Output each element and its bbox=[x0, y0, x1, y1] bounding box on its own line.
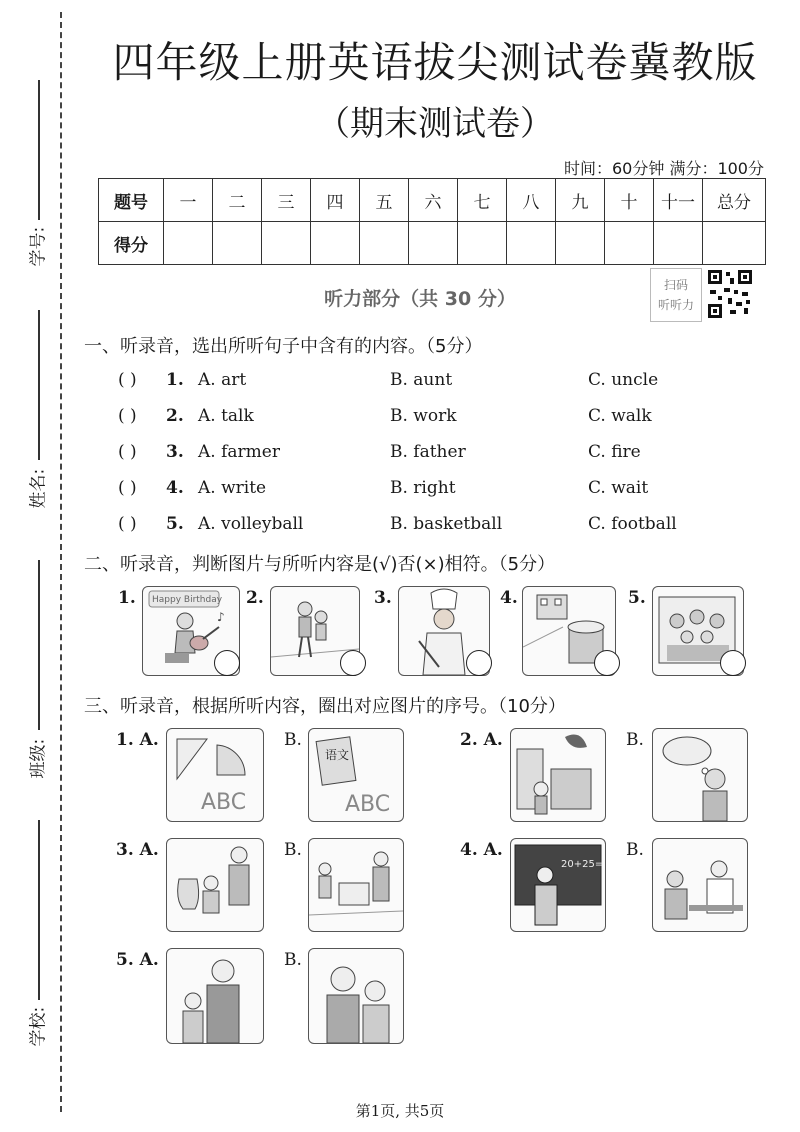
option-a: A. farmer bbox=[198, 442, 280, 462]
option-c: C. football bbox=[588, 514, 677, 534]
question-number-a: 4. A. bbox=[460, 840, 503, 860]
section3-title: 三、听录音，根据所听内容，圈出对应图片的序号。（10分） bbox=[84, 696, 566, 717]
score-cell: 总分 bbox=[703, 179, 766, 222]
id-underline bbox=[38, 80, 40, 220]
picture-ruler-abc[interactable] bbox=[166, 728, 264, 822]
qr-code-icon[interactable] bbox=[706, 268, 754, 320]
school-label: 学校: bbox=[28, 1006, 49, 1047]
question-number-a: 5. A. bbox=[116, 950, 159, 970]
id-label: 学号: bbox=[28, 226, 49, 267]
score-cell: 九 bbox=[556, 179, 605, 222]
question-row bbox=[118, 406, 758, 430]
picture-park-sign[interactable] bbox=[308, 838, 404, 932]
option-a: A. art bbox=[198, 370, 247, 390]
name-underline bbox=[38, 310, 40, 460]
score-cell: 十 bbox=[605, 179, 654, 222]
picture-number: 5. bbox=[628, 588, 646, 608]
option-b: B. work bbox=[390, 406, 457, 426]
question-row bbox=[118, 514, 758, 538]
qr-label-line2: 听听力 bbox=[657, 298, 694, 312]
binding-line bbox=[60, 12, 62, 1112]
score-table bbox=[98, 178, 766, 265]
option-label: B. bbox=[626, 840, 644, 860]
svg-text:ABC: ABC bbox=[345, 792, 391, 817]
class-field bbox=[8, 560, 52, 790]
option-label: B. bbox=[626, 730, 644, 750]
option-b: B. father bbox=[390, 442, 466, 462]
exam-meta: 时间：60分钟 满分：100分 bbox=[564, 159, 764, 178]
question-row bbox=[118, 370, 758, 394]
option-a: A. talk bbox=[198, 406, 254, 426]
picture-chinese-book[interactable] bbox=[308, 728, 404, 822]
score-cell: 六 bbox=[409, 179, 458, 222]
option-label bbox=[116, 840, 159, 860]
page-subtitle: （期末测试卷） bbox=[316, 104, 554, 144]
answer-circle[interactable] bbox=[340, 650, 366, 676]
option-label bbox=[116, 950, 159, 970]
score-blank-cell[interactable] bbox=[703, 222, 766, 265]
score-cell: 一 bbox=[164, 179, 213, 222]
question-number: 1. bbox=[166, 370, 184, 390]
score-blank-cell[interactable] bbox=[164, 222, 213, 265]
page-title: 四年级上册英语拔尖测试卷冀教版 bbox=[112, 38, 758, 87]
question-number-a: 2. A. bbox=[460, 730, 503, 750]
score-blank-cell[interactable] bbox=[213, 222, 262, 265]
section2-title: 二、听录音，判断图片与所听内容是(√)否(×)相符。（5分） bbox=[84, 554, 556, 575]
answer-blank[interactable]: ( ) bbox=[118, 370, 137, 390]
score-cell: 四 bbox=[311, 179, 360, 222]
option-label: B. bbox=[284, 730, 302, 750]
picture-number: 1. bbox=[118, 588, 136, 608]
answer-blank[interactable]: ( ) bbox=[118, 406, 137, 426]
score-blank-cell[interactable] bbox=[409, 222, 458, 265]
score-blank-cell[interactable] bbox=[458, 222, 507, 265]
qr-label-line1: 扫码 bbox=[663, 278, 688, 292]
question-number: 5. bbox=[166, 514, 184, 534]
svg-text:♪: ♪ bbox=[217, 610, 225, 624]
option-a: A. write bbox=[198, 478, 267, 498]
school-field bbox=[8, 820, 52, 1060]
answer-blank[interactable]: ( ) bbox=[118, 514, 137, 534]
option-b: B. basketball bbox=[390, 514, 503, 534]
answer-blank[interactable]: ( ) bbox=[118, 442, 137, 462]
option-label bbox=[116, 730, 159, 750]
option-c: C. fire bbox=[588, 442, 641, 462]
question-row bbox=[118, 478, 758, 502]
picture-teacher-blackboard[interactable] bbox=[510, 838, 606, 932]
picture-number: 3. bbox=[374, 588, 392, 608]
option-label bbox=[460, 730, 503, 750]
question-number: 3. bbox=[166, 442, 184, 462]
page-footer: 第1页, 共5页 bbox=[355, 1102, 445, 1120]
option-c: C. wait bbox=[588, 478, 649, 498]
qr-label bbox=[650, 268, 702, 322]
option-c: C. uncle bbox=[588, 370, 659, 390]
answer-circle[interactable] bbox=[214, 650, 240, 676]
board-text: 20+25= bbox=[561, 859, 604, 870]
score-blank-cell[interactable] bbox=[654, 222, 703, 265]
score-label-cell: 得分 bbox=[99, 222, 164, 265]
question-number-a: 1. A. bbox=[116, 730, 159, 750]
picture-number: 4. bbox=[500, 588, 518, 608]
question-row bbox=[118, 442, 758, 466]
school-underline bbox=[38, 820, 40, 1000]
answer-blank[interactable]: ( ) bbox=[118, 478, 137, 498]
picture-fire-building[interactable] bbox=[510, 728, 606, 822]
book-text: 语文 bbox=[325, 748, 350, 762]
question-number: 2. bbox=[166, 406, 184, 426]
class-underline bbox=[38, 560, 40, 730]
option-b: B. aunt bbox=[390, 370, 453, 390]
score-cell: 五 bbox=[360, 179, 409, 222]
score-blank-cell[interactable] bbox=[360, 222, 409, 265]
id-field bbox=[8, 70, 52, 270]
answer-circle[interactable] bbox=[594, 650, 620, 676]
score-cell: 八 bbox=[507, 179, 556, 222]
svg-text:ABC: ABC bbox=[201, 790, 247, 815]
picture-thinking-boy[interactable] bbox=[652, 728, 748, 822]
picture-man-boy-vase[interactable] bbox=[166, 838, 264, 932]
score-cell: 七 bbox=[458, 179, 507, 222]
picture-number: 2. bbox=[246, 588, 264, 608]
score-value-row bbox=[99, 222, 766, 265]
option-label: B. bbox=[284, 840, 302, 860]
option-label: B. bbox=[284, 950, 302, 970]
score-blank-cell[interactable] bbox=[605, 222, 654, 265]
score-blank-cell[interactable] bbox=[262, 222, 311, 265]
question-number: 4. bbox=[166, 478, 184, 498]
birthday-banner-text: Happy Birthday bbox=[152, 595, 223, 605]
answer-circle[interactable] bbox=[720, 650, 746, 676]
listening-heading: 听力部分（共 30 分） bbox=[324, 288, 516, 310]
option-a: A. volleyball bbox=[198, 514, 304, 534]
section1-title: 一、听录音，选出所听句子中含有的内容。（5分） bbox=[84, 336, 483, 357]
score-cell: 题号 bbox=[99, 179, 164, 222]
class-label: 班级: bbox=[28, 738, 49, 779]
picture-grandparents[interactable] bbox=[308, 948, 404, 1044]
score-cell: 二 bbox=[213, 179, 262, 222]
option-label bbox=[460, 840, 503, 860]
name-label: 姓名: bbox=[28, 468, 49, 509]
option-c: C. walk bbox=[588, 406, 652, 426]
score-blank-cell[interactable] bbox=[556, 222, 605, 265]
answer-circle[interactable] bbox=[466, 650, 492, 676]
question-number-a: 3. A. bbox=[116, 840, 159, 860]
name-field bbox=[8, 310, 52, 510]
score-header-row bbox=[99, 179, 766, 222]
score-blank-cell[interactable] bbox=[507, 222, 556, 265]
option-b: B. right bbox=[390, 478, 456, 498]
picture-doctor-patient[interactable] bbox=[652, 838, 748, 932]
picture-man-and-boy[interactable] bbox=[166, 948, 264, 1044]
score-cell: 三 bbox=[262, 179, 311, 222]
score-blank-cell[interactable] bbox=[311, 222, 360, 265]
score-cell: 十一 bbox=[654, 179, 703, 222]
